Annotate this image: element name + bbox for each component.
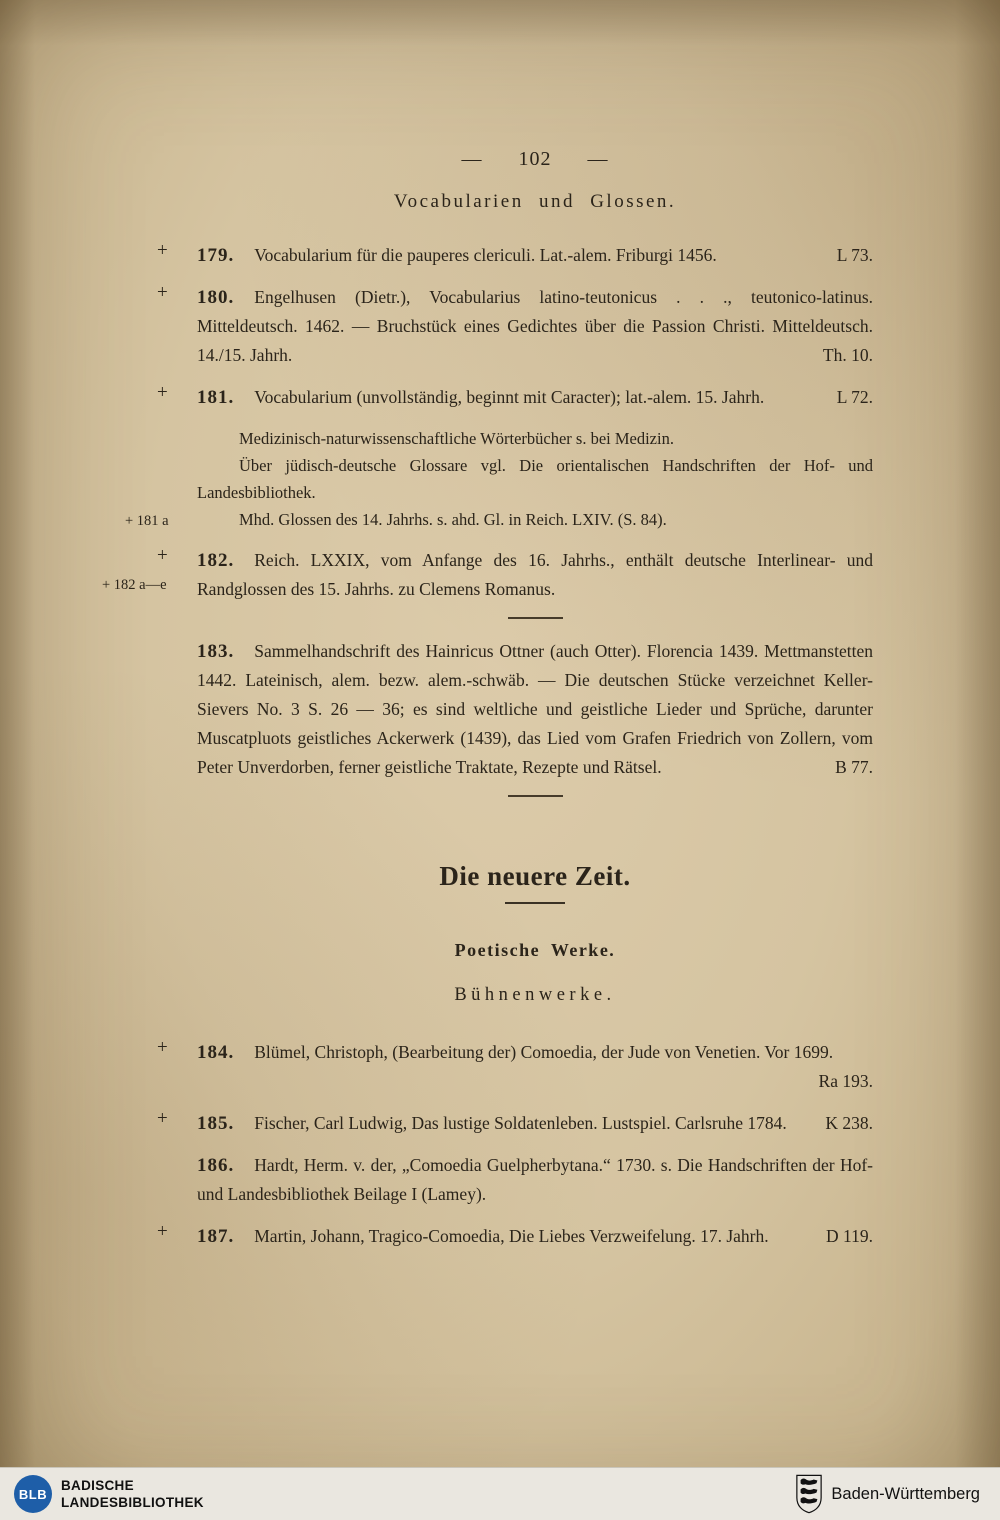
plus-mark: + [157, 282, 168, 303]
entry-text [197, 383, 873, 412]
library-branding [14, 1475, 204, 1513]
entry-181 [157, 382, 873, 412]
entry-number: 181. [197, 387, 235, 408]
blb-logo: BLB [14, 1475, 52, 1513]
separator-rule [508, 795, 563, 797]
entry-179 [157, 240, 873, 270]
note-glossare: Über jüdisch-deutsche Glossare vgl. Die orientalischen Handschriften der Hof- und Landesbibliothek. [197, 456, 873, 502]
section-heading: Vocabularien und Glossen. [393, 191, 677, 212]
library-name [61, 1477, 204, 1511]
note-medizin: Medizinisch-naturwissenschaftliche Wörterbücher s. bei Medizin. [239, 429, 674, 448]
entry-text [197, 283, 873, 370]
entry-183 [197, 637, 873, 782]
entry-180 [157, 282, 873, 370]
margin-note-182a-e: + 182 a—e [102, 577, 167, 593]
plus-mark: + [157, 1108, 168, 1129]
shelfmark: Th. 10. [822, 345, 873, 365]
margin-note-181a: + 181 a [125, 513, 169, 529]
entry-body: Vocabularium für die pauperes clericuli. Lat.-alem. Friburgi 1456. [254, 245, 717, 265]
subsection-title-buehnenwerke: Bühnenwerke. [454, 985, 616, 1005]
footer-bar [0, 1467, 1000, 1520]
shelfmark: L 72. [836, 387, 873, 407]
entry-number: 183. [197, 641, 235, 662]
entry-text [197, 1222, 873, 1251]
state-branding [795, 1474, 980, 1514]
library-name-line1: BADISCHE [61, 1478, 134, 1493]
entry-body: Engelhusen (Dietr.), Vocabularius latino-teutonicus . . ., teutonico-latinus. Mitteldeutsch. 1462. — Bruchstück eines Gedichtes über die Passion Christi. Mitteldeutsch. 14./15. Jahrh. [197, 287, 873, 365]
entry-text [197, 1038, 873, 1096]
entry-text [197, 637, 873, 782]
plus-mark: + [157, 1037, 168, 1058]
shelfmark: B 77. [835, 757, 873, 777]
separator-rule [508, 617, 563, 619]
entry-number: 185. [197, 1113, 235, 1134]
entry-body: Fischer, Carl Ludwig, Das lustige Soldatenleben. Lustspiel. Carlsruhe 1784. [254, 1113, 787, 1133]
state-name: Baden-Württemberg [831, 1484, 980, 1503]
coat-of-arms-icon [795, 1474, 823, 1514]
entry-number: 182. [197, 550, 235, 571]
entry-182 [102, 545, 873, 604]
entry-number: 187. [197, 1226, 235, 1247]
entry-184 [157, 1037, 873, 1096]
entry-body: Blümel, Christoph, (Bearbeitung der) Comoedia, der Jude von Venetien. Vor 1699. [254, 1042, 834, 1062]
title-underline [505, 902, 565, 904]
cross-reference-notes [125, 425, 873, 533]
note-mhd-glossen [125, 506, 873, 533]
entry-number: 184. [197, 1042, 235, 1063]
entry-body: Vocabularium (unvollständig, beginnt mit Caracter); lat.-alem. 15. Jahrh. [254, 387, 765, 407]
entry-body: Reich. LXXIX, vom Anfange des 16. Jahrhs., enthält deutsche Interlinear- und Randglossen des 15. Jahrhs. zu Clemens Romanus. [197, 550, 873, 599]
plus-mark: + [157, 382, 168, 403]
section-title: Die neuere Zeit. [439, 861, 631, 891]
entry-185 [157, 1108, 873, 1138]
note-text: Mhd. Glossen des 14. Jahrhs. s. ahd. Gl. in Reich. LXIV. (S. 84). [239, 510, 667, 529]
entry-number: 179. [197, 245, 235, 266]
shelfmark: D 119. [826, 1226, 873, 1246]
entry-number: 186. [197, 1155, 235, 1176]
entry-body: Hardt, Herm. v. der, „Comoedia Guelpherbytana.“ 1730. s. Die Handschriften der Hof- und Landesbibliothek Beilage I (Lamey). [197, 1155, 873, 1204]
entry-text [197, 1151, 873, 1209]
entry-187 [157, 1221, 873, 1251]
entry-body: Martin, Johann, Tragico-Comoedia, Die Liebes Verzweifelung. 17. Jahrh. [254, 1226, 769, 1246]
entry-number: 180. [197, 287, 235, 308]
library-name-line2: LANDESBIBLIOTHEK [61, 1495, 204, 1510]
plus-mark: + [157, 545, 168, 566]
shelfmark: L 73. [836, 245, 873, 265]
subsection-title-poetische-werke: Poetische Werke. [454, 940, 616, 960]
entry-body: Sammelhandschrift des Hainricus Ottner (auch Otter). Florencia 1439. Mettmanstetten 1442. Lateinisch, alem. bezw. alem.-schwäb. — Die deutschen Stücke verzeichnet Keller-Sievers No. 3 S. 26 — 36; es sind weltliche und geistliche Lieder und Sprüche, darunter Muscatpluots geistliches Ackerwerk (1439), das Lied vom Grafen Friedrich von Zollern, vom Peter Unverdorben, ferner geistliche Traktate, Rezepte und Rätsel. [197, 641, 873, 777]
entry-text [197, 1109, 873, 1138]
page-content [102, 148, 873, 1264]
plus-mark: + [157, 240, 168, 261]
shelfmark: Ra 193. [818, 1071, 873, 1091]
shelfmark: K 238. [825, 1113, 873, 1133]
entry-text [197, 241, 873, 270]
entry-text [197, 546, 873, 604]
entry-186 [197, 1151, 873, 1209]
page-number: — 102 — [461, 148, 609, 170]
plus-mark: + [157, 1221, 168, 1242]
